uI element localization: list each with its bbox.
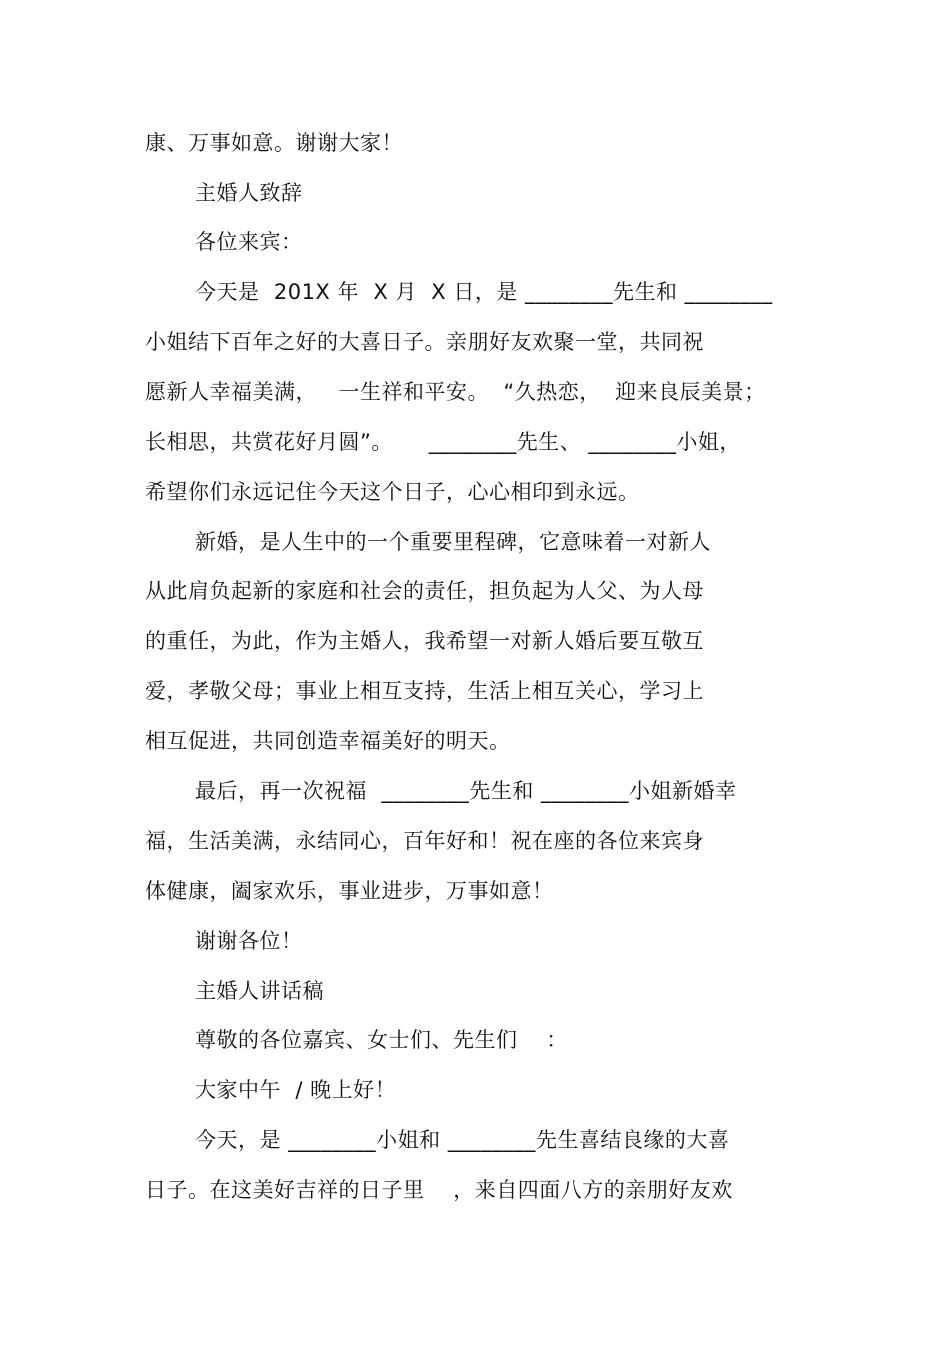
greeting: 大家中午 / 晚上好！ [195,1078,397,1102]
text-line: 日子。在这美好吉祥的日子里 ，来自四面八方的亲朋好友欢 [145,1178,733,1202]
text-line: 今天是 201X 年 X 月 X 日，是 ________先生和 ________ [195,280,773,304]
text-line: 今天，是 ________小姐和 ________先生喜结良缘的大喜 [195,1128,730,1152]
text-line: 康、万事如意。谢谢大家！ [145,131,403,155]
text-line: 从此肩负起新的家庭和社会的责任，担负起为人父、为人母 [145,579,704,603]
text-line: 爱，孝敬父母；事业上相互支持，生活上相互关心，学习上 [145,679,704,703]
text-line: 新婚，是人生中的一个重要里程碑，它意味着一对新人 [195,530,711,554]
text-line: 谢谢各位！ [195,929,303,953]
salutation: 尊敬的各位嘉宾、女士们、先生们 ： [195,1028,568,1052]
text-line: 的重任，为此，作为主婚人，我希望一对新人婚后要互敬互 [145,629,704,653]
text-line: 希望你们永远记住今天这个日子，心心相印到永远。 [145,480,640,504]
text-line: 福，生活美满，永结同心，百年好和！祝在座的各位来宾身 [145,829,704,853]
text-line: 小姐结下百年之好的大喜日子。亲朋好友欢聚一堂，共同祝 [145,330,704,354]
salutation: 各位来宾： [195,230,303,254]
text-line: 长相思，共赏花好月圆”。 ________先生、 ________小姐， [145,430,741,454]
section-heading: 主婚人讲话稿 [195,979,324,1003]
text-line: 相互促进，共同创造幸福美好的明天。 [145,729,511,753]
section-heading: 主婚人致辞 [195,181,303,205]
text-line: 愿新人幸福美满， 一生祥和平安。 “久热恋， 迎来良辰美景； [145,380,766,404]
text-line: 体健康，阖家欢乐，事业进步，万事如意！ [145,879,554,903]
text-line: 最后，再一次祝福 ________先生和 ________小姐新婚幸 [195,779,737,803]
